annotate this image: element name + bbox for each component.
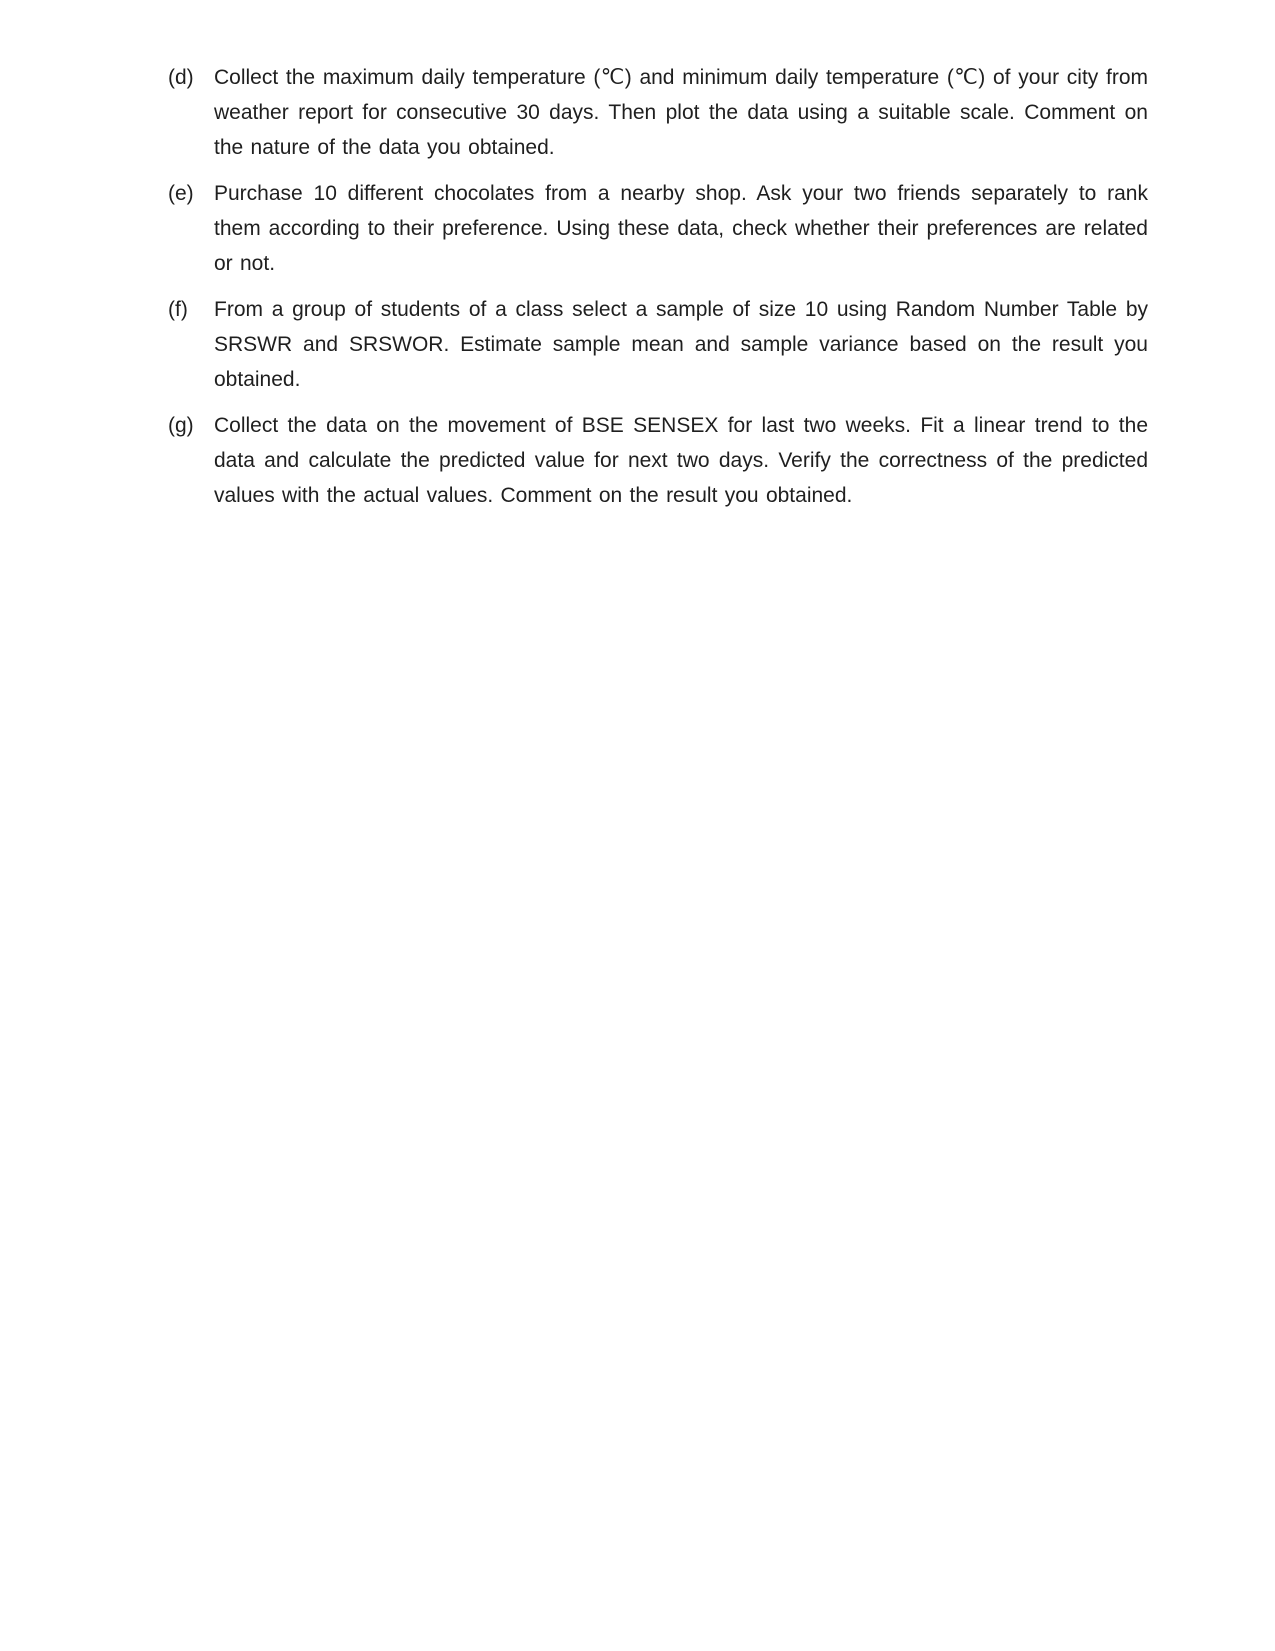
list-item-g bbox=[168, 408, 1148, 513]
list-item-d bbox=[168, 60, 1148, 165]
item-text: Purchase 10 different chocolates from a nearby shop. Ask your two friends separately to rank them according to their preference. Using these data, check whether their preferences are related or not. bbox=[214, 182, 1148, 275]
item-label: (g) bbox=[168, 414, 194, 437]
item-text: Collect the maximum daily temperature (℃) and minimum daily temperature (℃) of your city from weather report for consecutive 30 days. Then plot the data using a suitable scale. Comment on the nature of the data you obtained. bbox=[214, 66, 1148, 159]
item-label: (e) bbox=[168, 182, 194, 205]
item-label: (d) bbox=[168, 66, 194, 89]
question-list bbox=[168, 60, 1148, 513]
item-label: (f) bbox=[168, 298, 188, 321]
item-text: From a group of students of a class select a sample of size 10 using Random Number Table by SRSWR and SRSWOR. Estimate sample mean and sample variance based on the result you obtained. bbox=[214, 298, 1148, 391]
item-text: Collect the data on the movement of BSE SENSEX for last two weeks. Fit a linear trend to the data and calculate the predicted value for next two days. Verify the correctness of the predicted values with the actual values. Comment on the result you obtained. bbox=[214, 414, 1148, 507]
list-item-f bbox=[168, 292, 1148, 397]
list-item-e bbox=[168, 176, 1148, 281]
